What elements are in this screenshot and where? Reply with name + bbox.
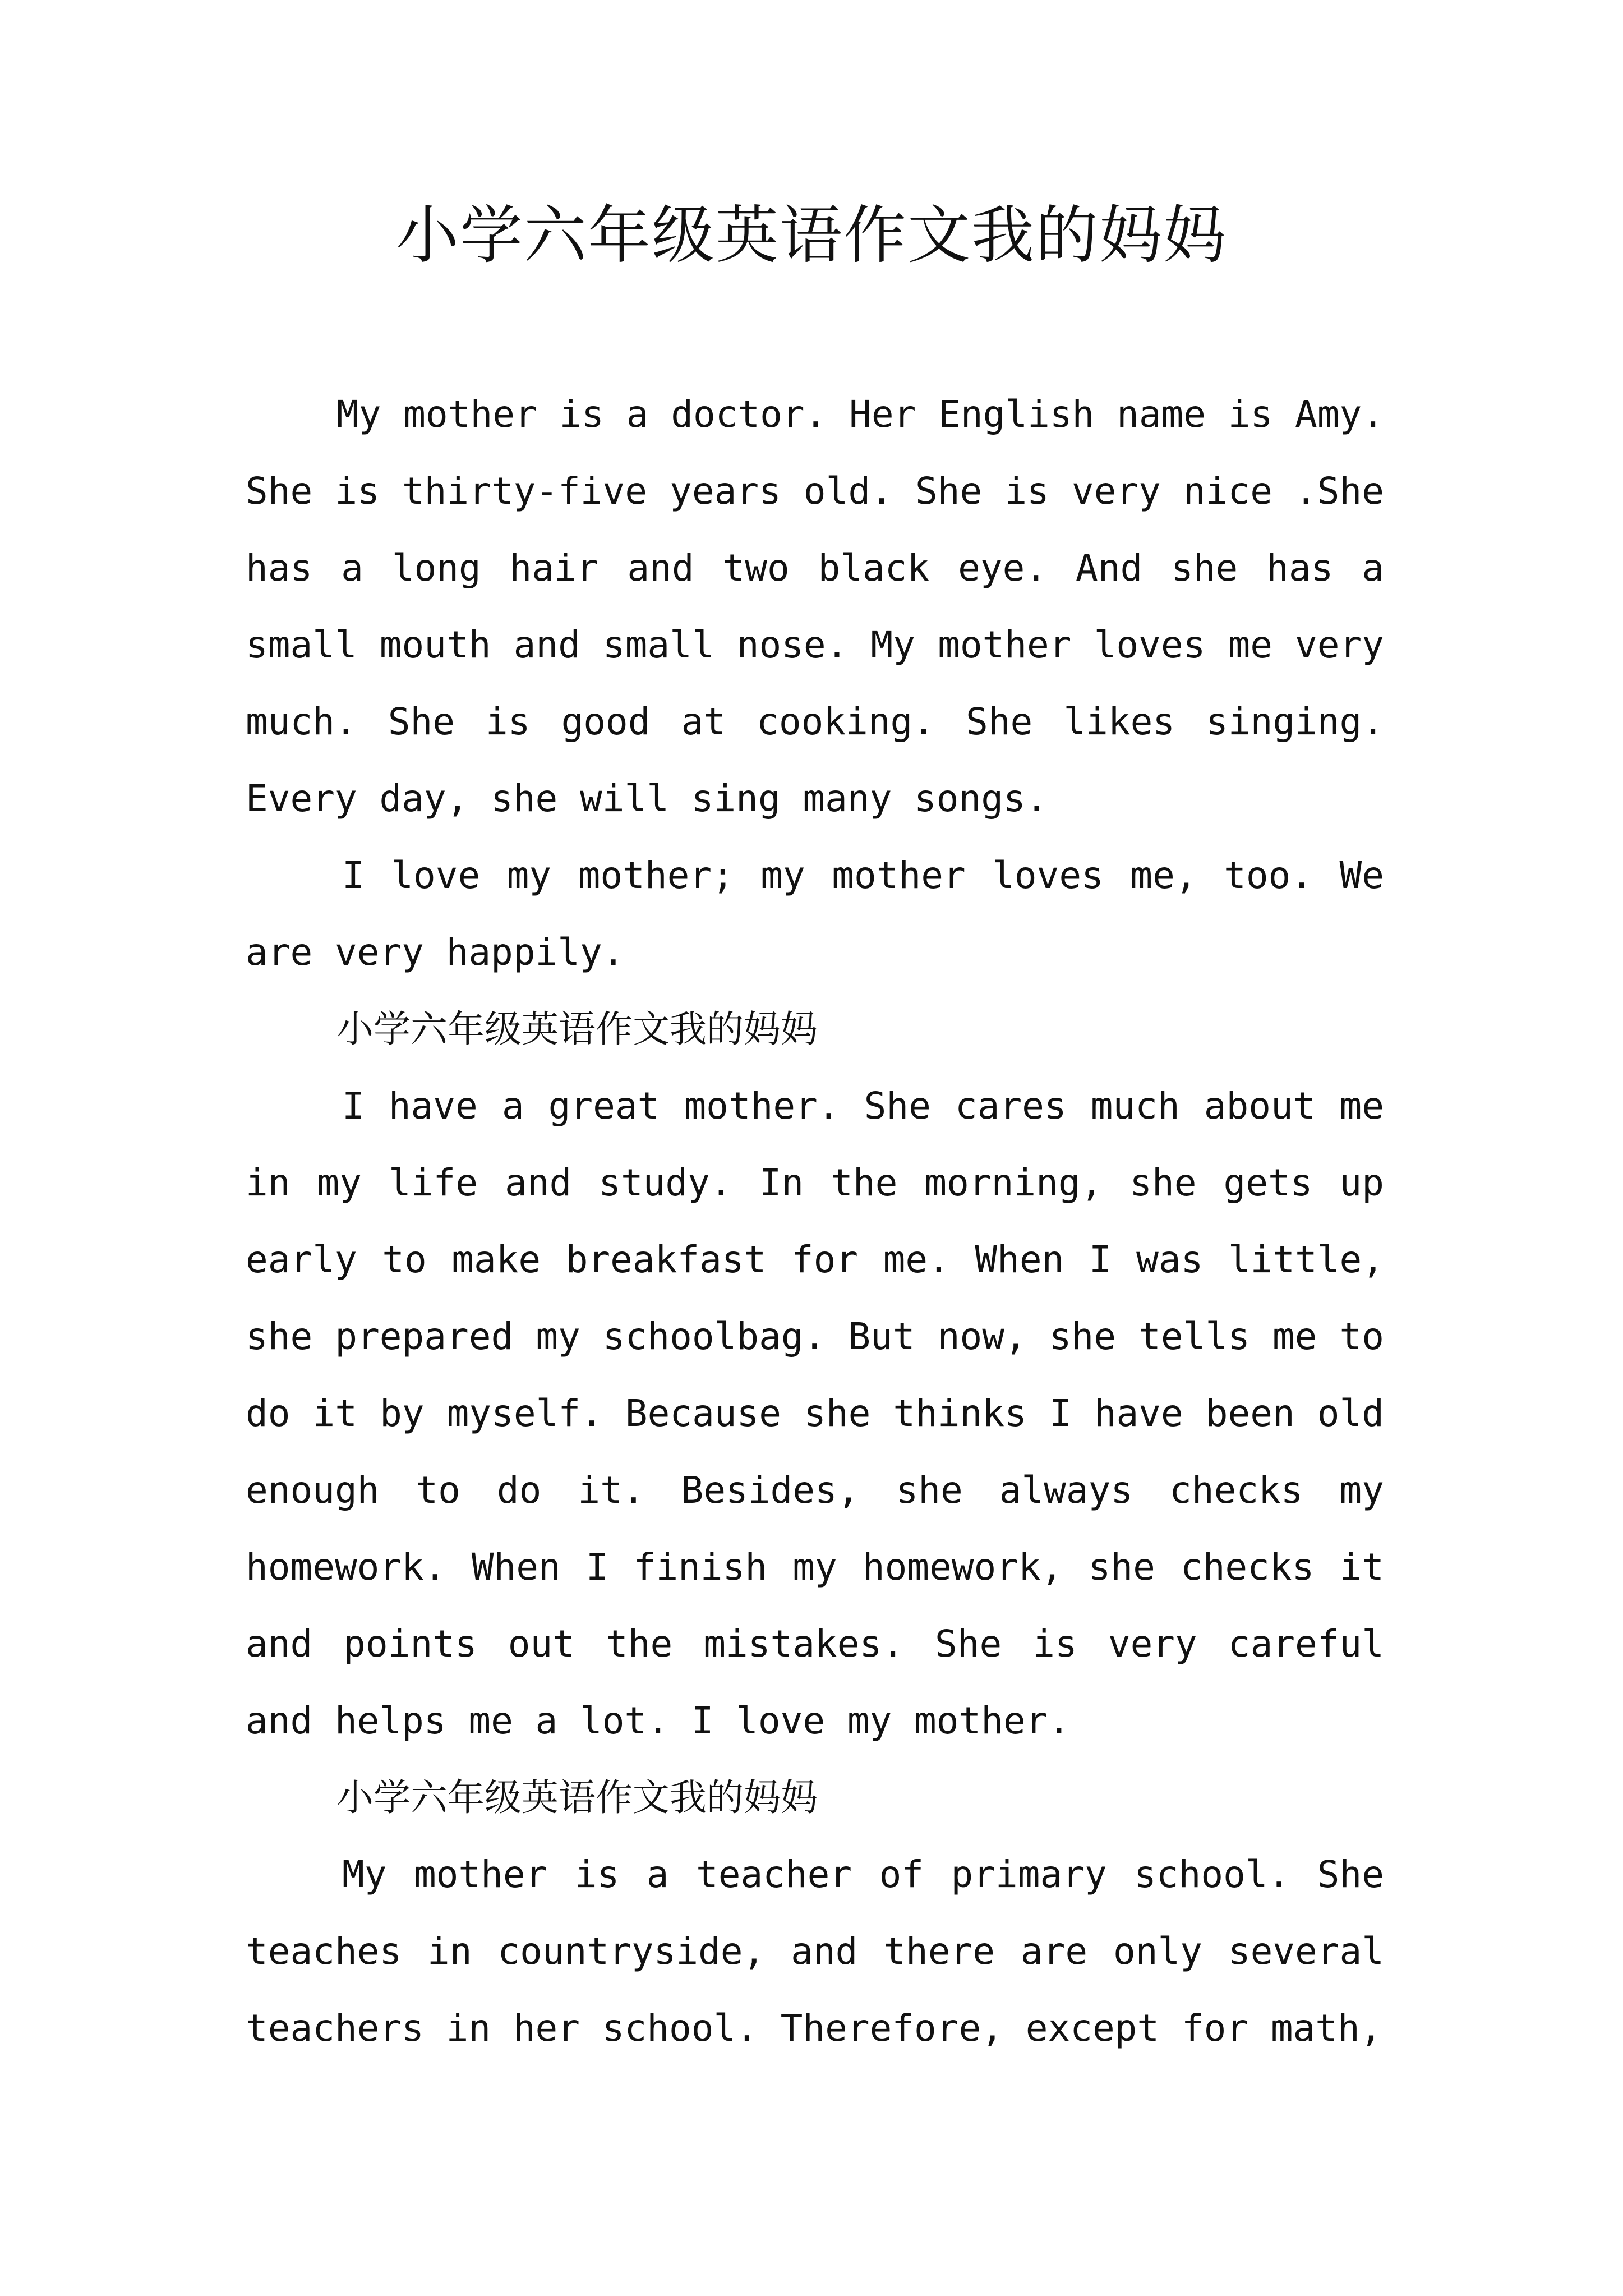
section-heading-2: 小学六年级英语作文我的妈妈 [336, 1776, 818, 1819]
paragraph-2: I love my mother; my mother loves me, too. We are very happily. [246, 854, 1384, 974]
paragraph-3: I have a great mother. She cares much about me in my life and study. In the morning, she gets up early to make breakfast for me. When I was little, she prepared my schoolbag. But now, she tells me to do it by myself. Because she thinks I have been old enough to do it. Besides, she always checks my homework. When I finish my homework, she checks it and points out the mistakes. She is very careful and helps me a lot. I love my mother. [246, 1084, 1384, 1742]
paragraph-1: My mother is a doctor. Her English name is Amy. She is thirty-five years old. She is very nice .She has a long hair and two black eye. And she has a small mouth and small nose. My mother loves me very much. She is good at cooking. She likes singing. Every day, she will sing many songs. [246, 393, 1384, 820]
document-title: 小学六年级英语作文我的妈妈 [396, 199, 1227, 272]
section-heading-1: 小学六年级英语作文我的妈妈 [336, 1007, 818, 1051]
paragraph-4: My mother is a teacher of primary school. She teaches in countryside, and there are only several teachers in her school. Therefore, except for math, [246, 1853, 1384, 2050]
document-body [246, 376, 1384, 2067]
